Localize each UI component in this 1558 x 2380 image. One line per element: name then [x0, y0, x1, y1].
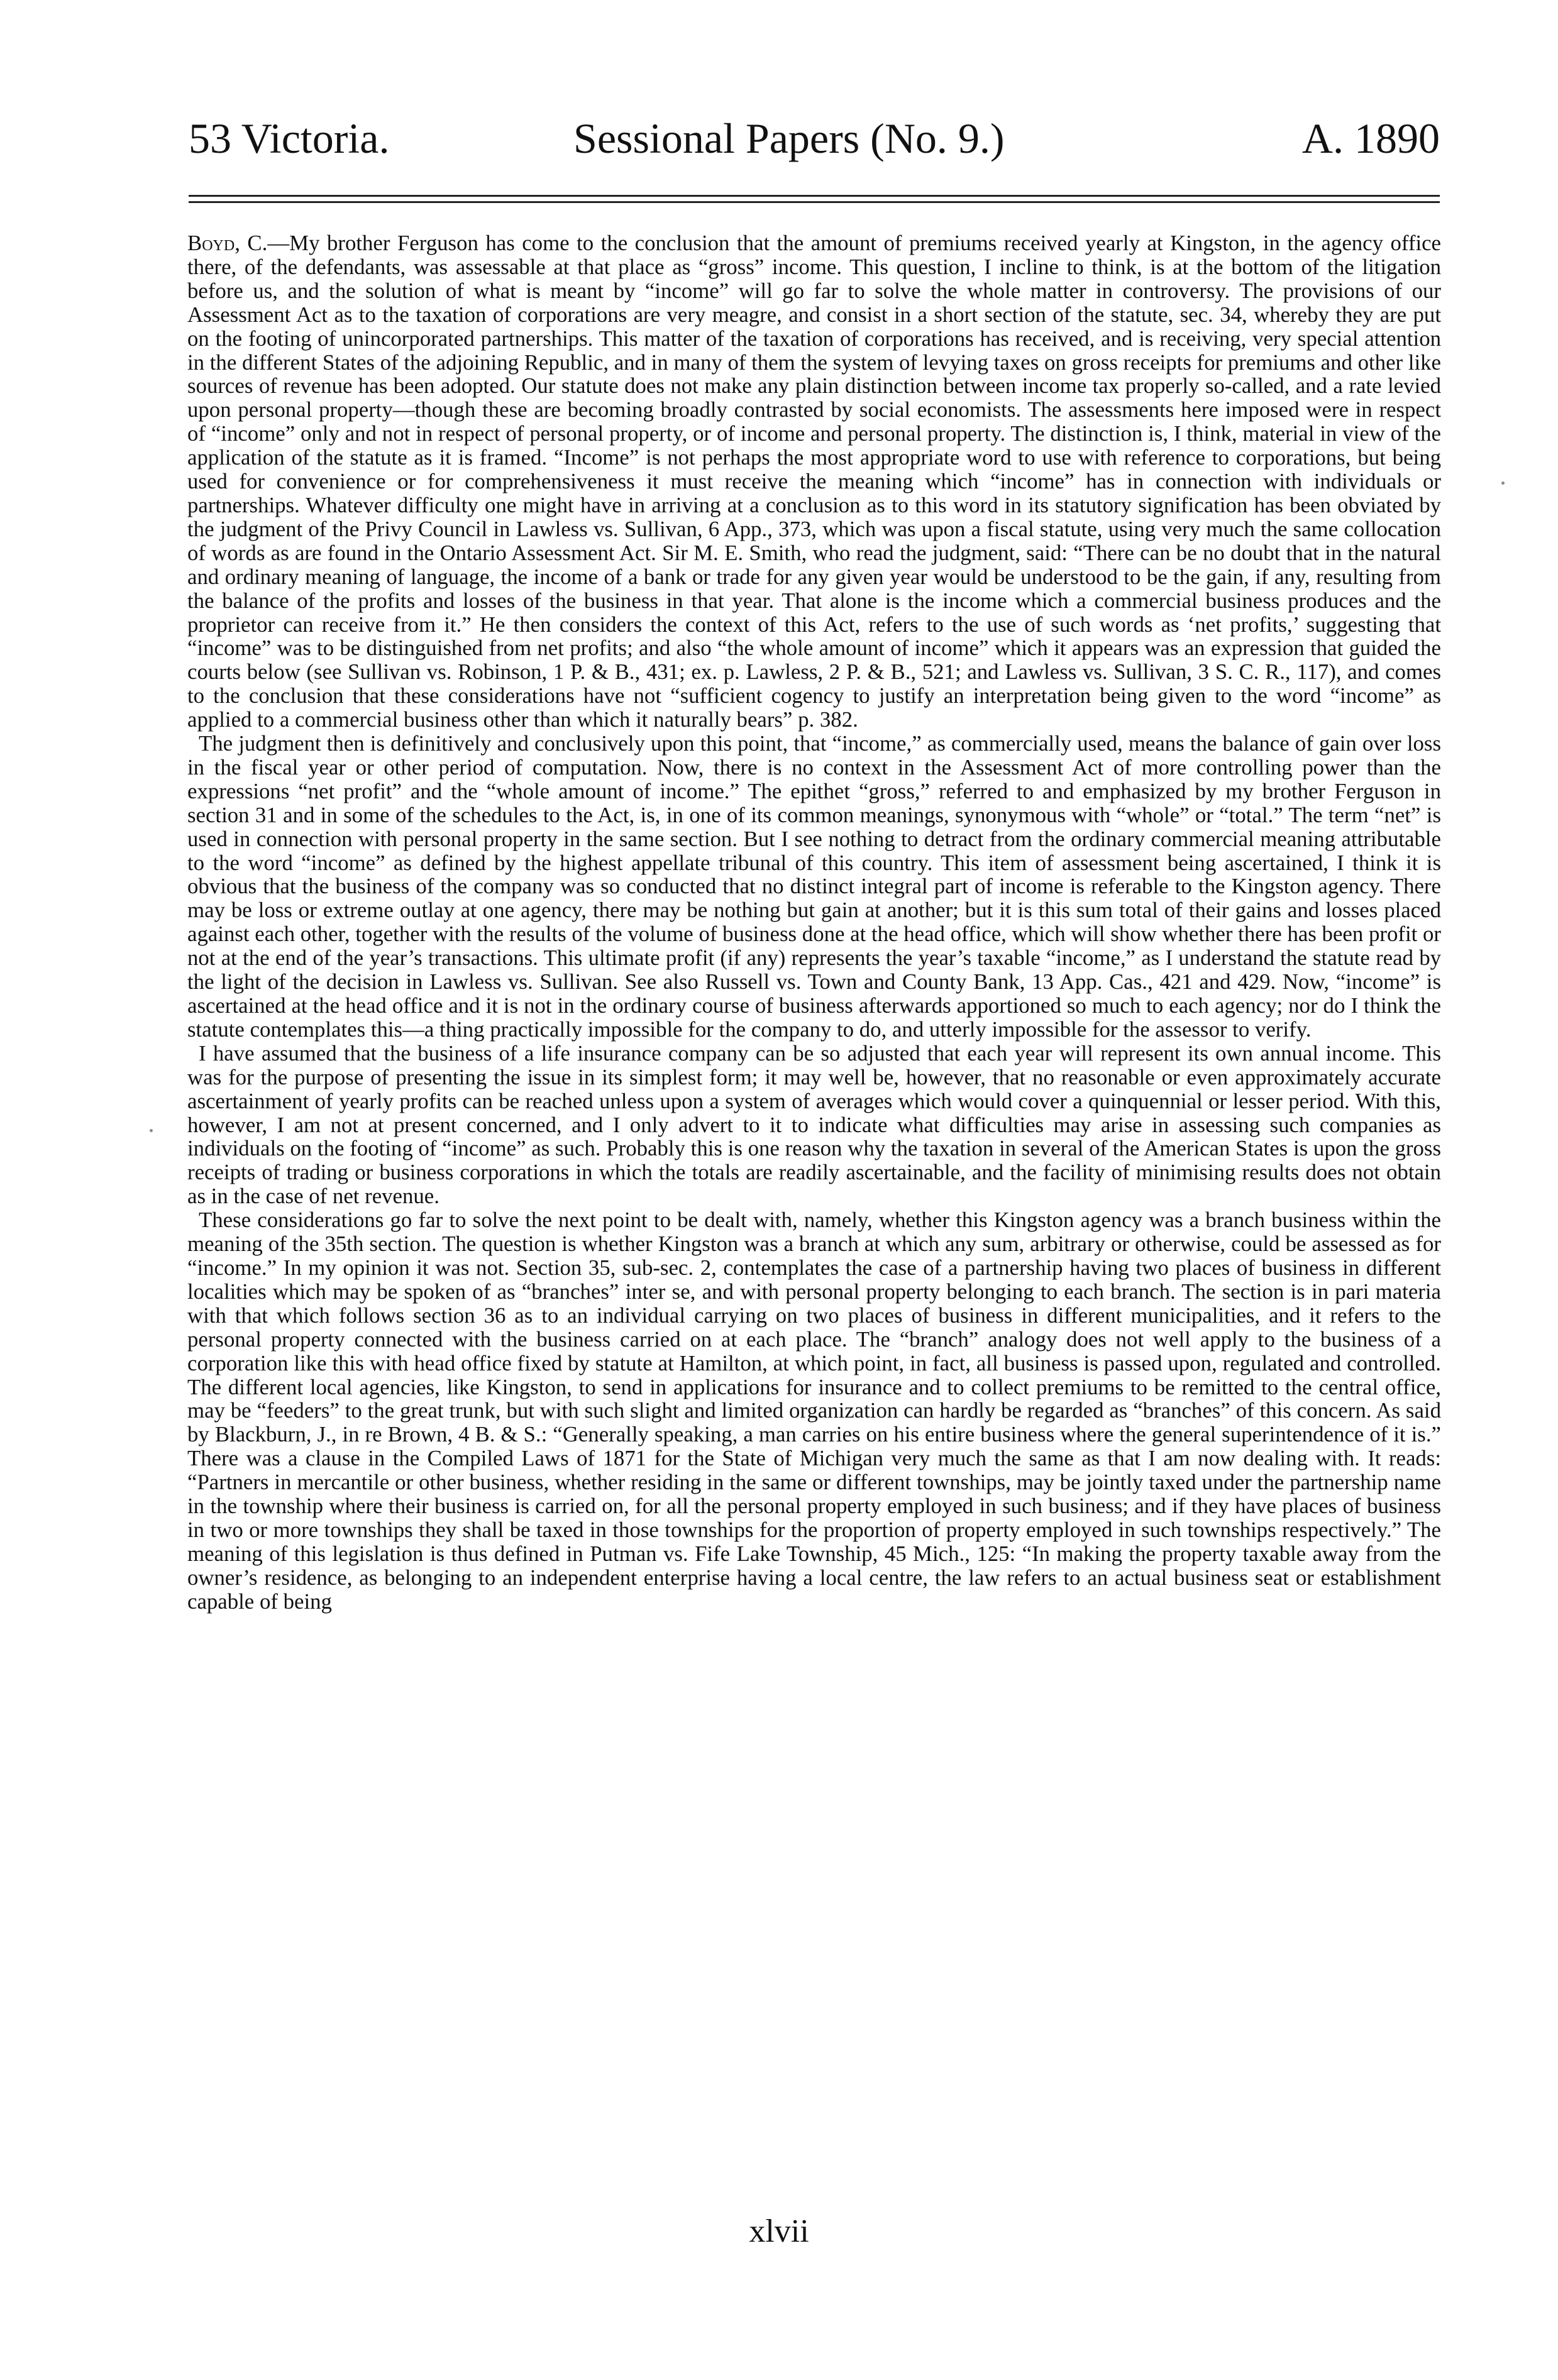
header-year: A. 1890: [1301, 114, 1440, 162]
header-reign: 53 Victoria.: [189, 114, 390, 162]
margin-speck: [150, 1129, 153, 1132]
judgment-text: [187, 231, 1441, 1614]
margin-speck: [1501, 482, 1505, 485]
page-folio: xlvii: [749, 2213, 809, 2249]
paragraph-2: The judgment then is definitively and conclusively upon this point, that “income,” as commercially used, means the balance of gain over loss in the fiscal year or other period of computation. Now, there is no context in the Assessment Act of more controlling power than the expressions “net profit” and the “whole amount of income.” The epithet “gross,” referred to and emphasized by my brother Ferguson in section 31 and in some of the schedules to the Act, is, in one of its common meanings, synonymous with “whole” or “total.” The term “net” is used in connection with personal property in the same section. But I see nothing to detract from the ordinary commercial meaning attributable to the word “income” as defined by the highest appellate tribunal of this country. This item of assessment being ascertained, I think it is obvious that the business of the company was so conducted that no distinct integral part of income is referable to the Kingston agency. There may be loss or extreme outlay at one agency, there may be nothing but gain at another; but it is this sum total of their gains and losses placed against each other, together with the results of the volume of business done at the head office, which will show whether there has been profit or not at the end of the year’s transactions. This ultimate profit (if any) represents the year’s taxable “income,” as I understand the statute read by the light of the decision in Lawless vs. Sullivan. See also Russell vs. Town and County Bank, 13 App. Cas., 421 and 429. Now, “income” is ascertained at the head office and it is not in the ordinary course of business afterwards apportioned so much to each agency; nor do I think the statute contemplates this—a thing practically impossible for the company to do, and utterly impossible for the assessor to verify.: [187, 731, 1441, 1042]
header-rule-top: [189, 195, 1440, 197]
speaker-name: Boyd, C.: [187, 231, 268, 255]
paragraph-4: These considerations go far to solve the next point to be dealt with, namely, whether this Kingston agency was a branch business within the meaning of the 35th section. The question is whether Kingston was a branch at which any sum, arbitrary or otherwise, could be assessed as for “income.” In my opinion it was not. Section 35, sub-sec. 2, contemplates the case of a partnership having two places of business in different localities which may be spoken of as “branches” inter se, and with personal property belonging to each branch. The section is in pari materia with that which follows section 36 as to an individual carrying on two places of business in different municipalities, and it refers to the personal property connected with the business carried on at each place. The “branch” analogy does not well apply to the business of a corporation like this with head office fixed by statute at Hamilton, at which point, in fact, all business is passed upon, regulated and controlled. The different local agencies, like Kingston, to send in applications for insurance and to collect premiums to be remitted to the central office, may be “feeders” to the great trunk, but with such slight and limited organization can hardly be regarded as “branches” of this concern. As said by Blackburn, J., in re Brown, 4 B. & S.: “Generally speaking, a man carries on his entire business where the general superintendence of it is.” There was a clause in the Compiled Laws of 1871 for the State of Michigan very much the same as that I am now dealing with. It reads: “Partners in mercantile or other business, whether residing in the same or different townships, may be jointly taxed under the partnership name in the township where their business is carried on, for all the personal property employed in such business; and if they have places of business in two or more townships they shall be taxed in those townships for the proportion of property employed in such townships respectively.” The meaning of this legislation is thus defined in Putman vs. Fife Lake Township, 45 Mich., 125: “In making the property taxable away from the owner’s residence, as belonging to an independent enterprise having a local centre, the law refers to an actual business seat or establishment capable of being: [187, 1208, 1441, 1614]
paragraph-1: [187, 231, 1441, 732]
header-rule-bottom: [189, 201, 1440, 203]
paragraph-1-text: —My brother Ferguson has come to the conclusion that the amount of premiums received yearly at Kingston, in the agency office there, of the defendants, was assessable at that place as “gross” income. This question, I incline to think, is at the bottom of the litigation before us, and the solution of what is meant by “income” will go far to solve the whole matter in controversy. The provisions of our Assessment Act as to the taxation of corporations are very meagre, and consist in a short section of the statute, sec. 34, whereby they are put on the footing of unincorporated partnerships. This matter of the taxation of corporations has received, and is receiving, very special attention in the different States of the adjoining Republic, and in many of them the system of levying taxes on gross receipts for premiums and other like sources of revenue has been adopted. Our statute does not make any plain distinction between income tax properly so-called, and a rate levied upon personal property—though these are becoming broadly contrasted by social economists. The assessments here imposed were in respect of “income” only and not in respect of personal property, or of income and personal property. The distinction is, I think, material in view of the application of the statute as it is framed. “Income” is not perhaps the most appropriate word to use with reference to corporations, but being used for convenience or for comprehensiveness it must receive the meaning which “income” has in connection with individuals or partnerships. Whatever difficulty one might have in arriving at a conclusion as to this word in its statutory signification has been obviated by the judgment of the Privy Council in Lawless vs. Sullivan, 6 App., 373, which was upon a fiscal statute, using very much the same collocation of words as are found in the Ontario Assessment Act. Sir M. E. Smith, who read the judgment, said: “There can be no doubt that in the natural and ordinary meaning of language, the income of a bank or trade for any given year would be understood to be the gain, if any, resulting from the balance of the profits and losses of the business in that year. That alone is the income which a commercial business produces and the proprietor can receive from it.” He then considers the context of this Act, refers to the use of such words as ‘net profits,’ suggesting that “income” was to be distinguished from net profits; and also “the whole amount of income” which it appears was an expression that guided the courts below (see Sullivan vs. Robinson, 1 P. & B., 431; ex. p. Lawless, 2 P. & B., 521; and Lawless vs. Sullivan, 3 S. C. R., 117), and comes to the conclusion that these considerations have not “sufficient cogency to justify an interpretation being given to the word “income” as applied to a commercial business other than which it naturally bears” p. 382.: [187, 231, 1442, 732]
header-title: Sessional Papers (No. 9.): [573, 114, 1005, 162]
running-header: [189, 113, 1440, 163]
paragraph-3: I have assumed that the business of a life insurance company can be so adjusted that each year will represent its own annual income. This was for the purpose of presenting the issue in its simplest form; it may well be, however, that no reasonable or even approximately accurate ascertainment of yearly profits can be reached unless upon a system of averages which would cover a quinquennial or lesser period. With this, however, I am not at present concerned, and I only advert to it to indicate what difficulties may arise in assessing such companies as individuals on the footing of “income” as such. Probably this is one reason why the taxation in several of the American States is upon the gross receipts of trading or business corporations in which the totals are readily ascertainable, and the facility of minimising results does not obtain as in the case of net revenue.: [187, 1040, 1441, 1209]
